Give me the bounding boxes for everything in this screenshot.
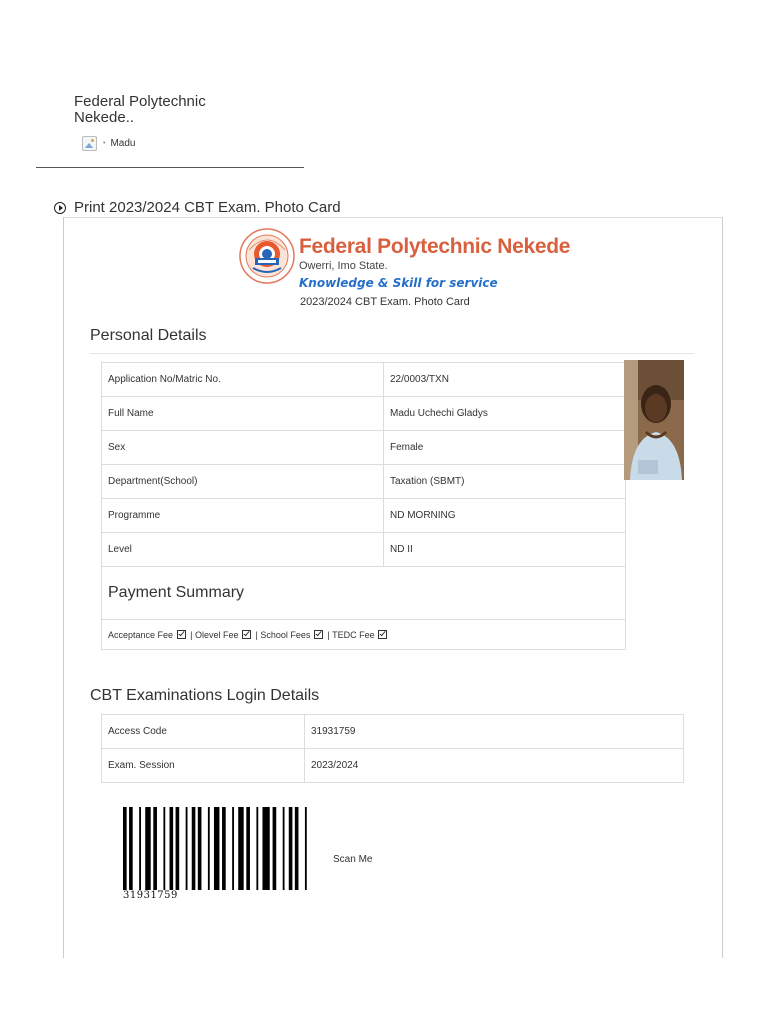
- barcode-number: 31931759: [123, 890, 178, 901]
- fee-item: School Fees: [260, 629, 311, 640]
- table-row: [102, 465, 626, 499]
- institution-motto: Knowledge & Skill for service: [299, 276, 498, 290]
- table-row: [102, 533, 626, 567]
- separator-dot: •: [103, 140, 106, 147]
- barcode-bar: [163, 807, 165, 890]
- section-divider: [90, 353, 694, 354]
- checked-box-icon: [378, 630, 387, 639]
- fee-separator: |: [255, 629, 258, 640]
- institution-name: Federal Polytechnic Nekede: [299, 235, 571, 258]
- checked-box-icon: [242, 630, 251, 639]
- table-row: [102, 431, 626, 465]
- barcode: [123, 807, 311, 890]
- divider: [36, 167, 304, 168]
- barcode-bar: [139, 807, 141, 890]
- barcode-bar: [198, 807, 202, 890]
- student-photo: [624, 360, 684, 480]
- institution-location: Owerri, Imo State.: [299, 260, 388, 272]
- page-title-text: Print 2023/2024 CBT Exam. Photo Card: [74, 199, 341, 216]
- user-name: Madu: [110, 138, 136, 149]
- barcode-bar: [238, 807, 243, 890]
- detail-value: Female: [384, 431, 626, 465]
- detail-label: Full Name: [102, 397, 384, 431]
- fee-separator: |: [327, 629, 330, 640]
- cbt-value: 2023/2024: [305, 749, 684, 783]
- fee-item: TEDC Fee: [332, 629, 375, 640]
- table-row: [102, 715, 684, 749]
- detail-label: Programme: [102, 499, 384, 533]
- table-row: [102, 499, 626, 533]
- polytechnic-logo-seal: [239, 228, 295, 284]
- table-row: [102, 397, 626, 431]
- cbt-login-table: [101, 714, 684, 783]
- card-subtitle: 2023/2024 CBT Exam. Photo Card: [300, 296, 470, 308]
- user-avatar-image-icon: [82, 136, 97, 151]
- barcode-bar: [129, 807, 133, 890]
- fee-item: Olevel Fee: [194, 629, 239, 640]
- fees-summary: [102, 620, 626, 650]
- cbt-label: Exam. Session: [102, 749, 305, 783]
- detail-value: Taxation (SBMT): [384, 465, 626, 499]
- barcode-bar: [262, 807, 269, 890]
- scan-me-label: Scan Me: [333, 854, 373, 865]
- checked-box-icon: [314, 630, 323, 639]
- barcode-bar: [192, 807, 196, 890]
- barcode-bar: [169, 807, 173, 890]
- barcode-bar: [295, 807, 299, 890]
- personal-details-table: [101, 362, 626, 650]
- table-row: [102, 620, 626, 650]
- detail-label: Application No/Matric No.: [102, 363, 384, 397]
- detail-label: Sex: [102, 431, 384, 465]
- detail-label: Level: [102, 533, 384, 567]
- detail-label: Department(School): [102, 465, 384, 499]
- barcode-bar: [214, 807, 219, 890]
- barcode-bar: [222, 807, 226, 890]
- checked-box-icon: [177, 630, 186, 639]
- barcode-bar: [246, 807, 250, 890]
- detail-value: Madu Uchechi Gladys: [384, 397, 626, 431]
- table-row: [102, 567, 626, 620]
- sidebar-institution-name[interactable]: Federal Polytechnic Nekede..: [74, 93, 206, 126]
- detail-value: ND II: [384, 533, 626, 567]
- barcode-bar: [186, 807, 188, 890]
- circle-arrow-right-icon: [54, 202, 66, 214]
- user-profile[interactable]: [82, 136, 135, 151]
- personal-details-heading: Personal Details: [90, 327, 207, 344]
- barcode-bar: [273, 807, 277, 890]
- detail-value: ND MORNING: [384, 499, 626, 533]
- fee-separator: |: [190, 629, 193, 640]
- page-title: [54, 199, 341, 216]
- detail-value: 22/0003/TXN: [384, 363, 626, 397]
- table-row: [102, 749, 684, 783]
- fee-item: Acceptance Fee: [108, 629, 174, 640]
- barcode-bar: [232, 807, 234, 890]
- cbt-login-heading: CBT Examinations Login Details: [90, 687, 320, 704]
- barcode-bar: [283, 807, 285, 890]
- payment-summary-heading: Payment Summary: [102, 567, 626, 620]
- cbt-label: Access Code: [102, 715, 305, 749]
- barcode-bar: [123, 807, 127, 890]
- barcode-bar: [289, 807, 293, 890]
- table-row: [102, 363, 626, 397]
- barcode-bar: [176, 807, 180, 890]
- barcode-bar: [256, 807, 258, 890]
- barcode-bar: [305, 807, 307, 890]
- barcode-bar: [145, 807, 150, 890]
- barcode-bar: [153, 807, 157, 890]
- cbt-value: 31931759: [305, 715, 684, 749]
- barcode-bar: [208, 807, 210, 890]
